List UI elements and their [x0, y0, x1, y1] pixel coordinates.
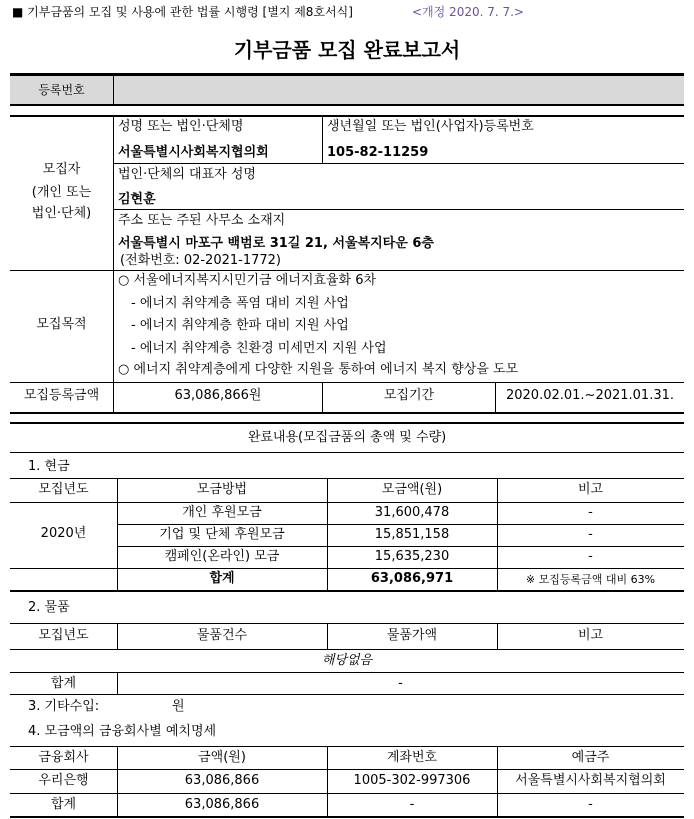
- cash-row-note: -: [588, 549, 593, 564]
- deposit-row-account: 1005-302-997306: [353, 773, 471, 788]
- name-label: 성명 또는 법인·단체명: [118, 119, 244, 134]
- recruiter-label-3: 법인·단체): [31, 206, 92, 221]
- deposit-header-amount: 금액(원): [198, 750, 246, 765]
- cash-year: 2020년: [40, 526, 87, 541]
- cash-header-method: 모금방법: [196, 482, 248, 497]
- cash-row-method: 개인 후원모금: [182, 505, 262, 520]
- cash-row-amount: 15,851,158: [374, 527, 450, 542]
- purpose-label: 모집목적: [36, 317, 87, 332]
- deposit-row-holder: 서울특별시사회복지협의회: [515, 773, 666, 788]
- cash-row-amount: 31,600,478: [374, 505, 450, 520]
- goods-section-title: 2. 물품: [28, 600, 70, 615]
- cash-header-year: 모집년도: [38, 482, 89, 497]
- registration-label: 등록번호: [38, 83, 85, 97]
- cash-total-label: 합계: [209, 571, 235, 586]
- purpose-line: ○ 서울에너지복지시민기금 에너지효율화 6차: [118, 273, 377, 288]
- form-note: ■ 기부금품의 모집 및 사용에 관한 법률 시행령 [별지 제8호서식]: [12, 5, 353, 19]
- other-unit: 원: [172, 699, 185, 714]
- deposit-header-holder: 예금주: [571, 750, 610, 765]
- goods-header-count: 물품건수: [196, 628, 248, 643]
- deposit-row-amount: 63,086,866: [184, 773, 260, 788]
- revision-note: <개정 2020. 7. 7.>: [412, 5, 524, 19]
- cash-row-method: 기업 및 단체 후원모금: [159, 527, 285, 542]
- deposit-row-bank: 우리은행: [38, 773, 89, 788]
- purpose-line: - 에너지 취약계층 한파 대비 지원 사업: [131, 318, 349, 333]
- cash-section-title: 1. 현금: [28, 459, 70, 474]
- goods-header-value: 물품가액: [386, 628, 438, 643]
- deposit-total-account: -: [409, 797, 415, 812]
- cash-header-amount: 모금액(원): [381, 482, 443, 497]
- goods-total-value: -: [398, 676, 403, 691]
- purpose-line: ○ 에너지 취약계층에게 다양한 지원을 통하여 에너지 복지 향상을 도모: [118, 362, 519, 377]
- goods-header-note: 비고: [577, 628, 604, 643]
- address-label: 주소 또는 주된 사무소 소재지: [118, 213, 286, 228]
- cash-row-note: -: [588, 505, 593, 520]
- deposit-header-bank: 금융회사: [38, 750, 89, 765]
- deposit-total-holder: -: [588, 797, 593, 812]
- regno-label: 생년월일 또는 법인(사업자)등록번호: [327, 119, 534, 134]
- recruiter-label-2: (개인 또는: [31, 185, 92, 200]
- rep-label: 법인·단체의 대표자 성명: [118, 167, 256, 182]
- purpose-line: - 에너지 취약계층 친환경 미세먼지 지원 사업: [131, 341, 387, 356]
- purpose-line: - 에너지 취약계층 폭염 대비 지원 사업: [131, 296, 349, 311]
- period-label: 모집기간: [383, 388, 435, 403]
- name-value: 서울특별시사회복지협의회: [118, 145, 269, 160]
- goods-none: 해당없음: [321, 653, 373, 668]
- registration-value-cell: [114, 76, 684, 104]
- deposit-section-title: 4. 모금액의 금융회사별 예치명세: [28, 724, 217, 739]
- deposit-total-label: 합계: [50, 797, 77, 812]
- phone-value: (전화번호: 02-2021-1772): [120, 253, 281, 268]
- other-section-title: 3. 기타수입:: [28, 699, 100, 714]
- cash-row-method: 캠페인(온라인) 모금: [164, 549, 280, 564]
- cash-row-note: -: [588, 527, 593, 542]
- amount-label: 모집등록금액: [23, 388, 100, 403]
- rep-value: 김현훈: [118, 192, 156, 207]
- cash-total-note: ※ 모집등록금액 대비 63%: [525, 573, 656, 586]
- deposit-total-amount: 63,086,866: [184, 797, 260, 812]
- goods-total-label: 합계: [50, 676, 77, 691]
- address-value: 서울특별시 마포구 백범로 31길 21, 서울복지타운 6층: [118, 236, 434, 251]
- regno-value: 105-82-11259: [327, 145, 429, 160]
- completion-title: 완료내용(모집금품의 총액 및 수량): [247, 430, 447, 445]
- deposit-header-account: 계좌번호: [386, 750, 438, 765]
- amount-value: 63,086,866원: [174, 388, 262, 403]
- cash-total-amount: 63,086,971: [370, 571, 454, 586]
- recruiter-label: 모집자: [42, 162, 81, 177]
- period-value: 2020.02.01.~2021.01.31.: [505, 388, 675, 403]
- page-title: 기부금품 모집 완료보고서: [233, 38, 461, 62]
- cash-row-amount: 15,635,230: [374, 549, 450, 564]
- cash-header-note: 비고: [577, 482, 604, 497]
- goods-header-year: 모집년도: [38, 628, 89, 643]
